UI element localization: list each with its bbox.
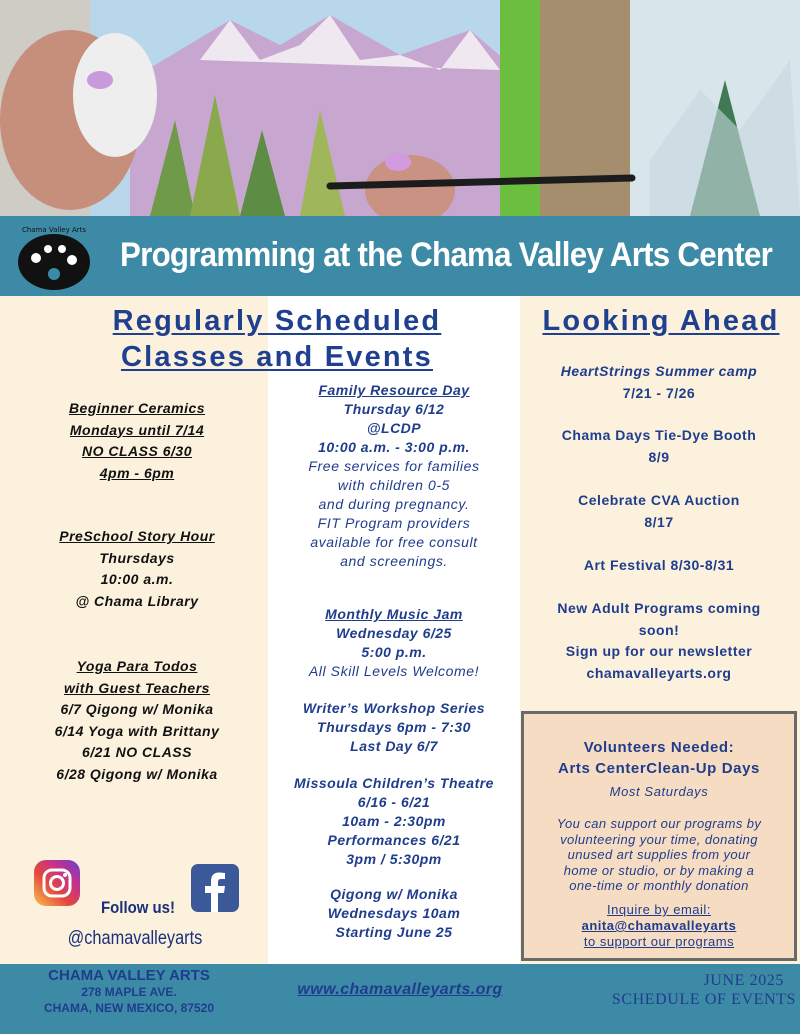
event-family-resource-day: Family Resource Day Thursday 6/12 @LCDP 10:00 a.m. - 3:00 p.m. Free services for families with children 0-5 and during pregnancy. FIT Program providers available for free consult and screenings. bbox=[308, 382, 480, 569]
palette-logo bbox=[14, 222, 94, 292]
watercolor-scene bbox=[0, 0, 800, 216]
event-yoga-para-todos: Yoga Para Todos with Guest Teachers 6/7 Qigong w/ Monika 6/14 Yoga with Brittany 6/21 NO CLASS 6/28 Qigong w/ Monika bbox=[54, 658, 220, 782]
hero-painting-photo bbox=[0, 0, 800, 216]
footer-website-link[interactable]: www.chamavalleyarts.org bbox=[297, 981, 503, 998]
event-missoula-theatre: Missoula Children’s Theatre 6/16 - 6/21 10am - 2:30pm Performances 6/21 3pm / 5:30pm bbox=[294, 775, 494, 867]
upcoming-auction: Celebrate CVA Auction 8/17 bbox=[578, 492, 740, 530]
footer-date: JUNE 2025 SCHEDULE OF EVENTS bbox=[611, 972, 796, 1008]
page-title: Programming at the Chama Valley Arts Center bbox=[120, 236, 773, 274]
footer-address: CHAMA VALLEY ARTS 278 MAPLE AVE. CHAMA, NEW MEXICO, 87520 bbox=[43, 967, 215, 1015]
logo-text: Chama Valley Arts bbox=[21, 226, 87, 234]
instagram-icon[interactable] bbox=[34, 860, 80, 906]
event-writers-workshop: Writer’s Workshop Series Thursdays 6pm - 7:30 Last Day 6/7 bbox=[302, 700, 486, 754]
facebook-icon[interactable] bbox=[191, 864, 239, 912]
event-preschool-story-hour: PreSchool Story Hour Thursdays 10:00 a.m. @ Chama Library bbox=[59, 528, 215, 609]
volunteer-inquire: Inquire by email: anita@chamavalleyarts to support our programs bbox=[524, 902, 794, 950]
volunteer-body: You can support our programs by volunteering your time, donating unused art supplies from your home or studio, or by making a one-time or monthly donation bbox=[556, 816, 762, 893]
upcoming-heartstrings: HeartStrings Summer camp 7/21 - 7/26 bbox=[560, 363, 758, 401]
upcoming-adult-programs: New Adult Programs coming soon! Sign up for our newsletter chamavalleyarts.org bbox=[557, 600, 761, 681]
event-beginner-ceramics: Beginner Ceramics Mondays until 7/14 NO CLASS 6/30 4pm - 6pm bbox=[68, 400, 206, 481]
event-qigong: Qigong w/ Monika Wednesdays 10am Starting June 25 bbox=[327, 886, 461, 940]
volunteer-title: Volunteers Needed: Arts CenterClean-Up Days bbox=[558, 739, 760, 777]
regular-classes-heading: Regularly Scheduled Classes and Events bbox=[112, 305, 442, 373]
volunteer-subtitle: Most Saturdays bbox=[609, 784, 709, 799]
follow-us-label: Follow us! bbox=[101, 898, 175, 917]
upcoming-art-festival: Art Festival 8/30-8/31 bbox=[583, 557, 735, 573]
looking-ahead-heading: Looking Ahead bbox=[542, 305, 780, 337]
volunteer-email-link[interactable]: anita@chamavalleyarts bbox=[581, 918, 737, 933]
upcoming-tie-dye: Chama Days Tie-Dye Booth 8/9 bbox=[561, 427, 757, 465]
event-monthly-music-jam: Monthly Music Jam Wednesday 6/25 5:00 p.m. All Skill Levels Welcome! bbox=[308, 606, 480, 679]
social-handle[interactable]: @chamavalleyarts bbox=[67, 928, 203, 949]
